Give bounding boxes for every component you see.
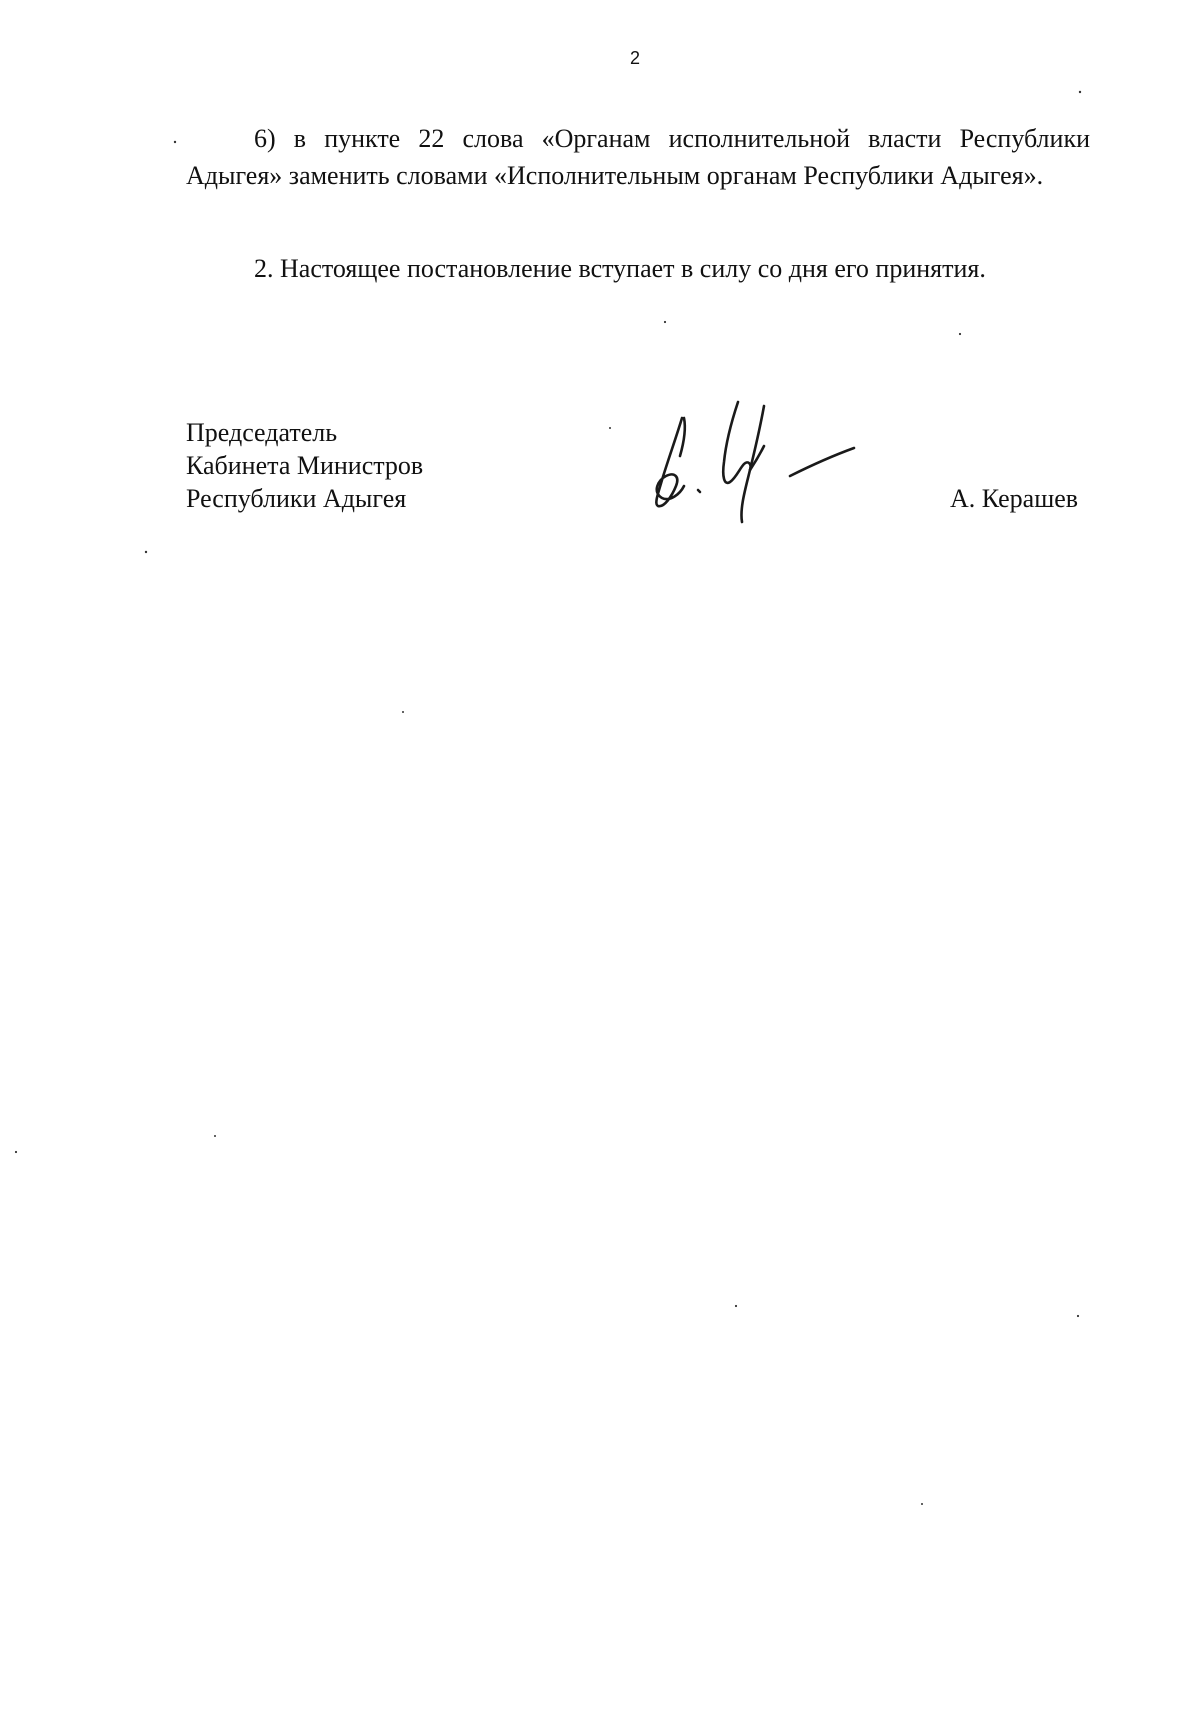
- signatory-position-line-2: Кабинета Министров: [186, 451, 424, 480]
- signatory-position: [186, 416, 423, 515]
- signatory-position-line-1: Председатель: [186, 418, 338, 447]
- signatory-position-line-3: Республики Адыгея: [186, 484, 407, 513]
- paragraph-item-2: 2. Настоящее постановление вступает в силу со дня его принятия.: [254, 254, 986, 283]
- signatory-name: А. Керашев: [950, 484, 1079, 513]
- handwritten-signature: [640, 398, 870, 528]
- paragraph-item-b: 6) в пункте 22 слова «Органам исполнительной власти Республики Адыгея» заменить словами «Исполнительным органам Республики Адыгея».: [186, 124, 1090, 190]
- page-number: 2: [629, 48, 640, 68]
